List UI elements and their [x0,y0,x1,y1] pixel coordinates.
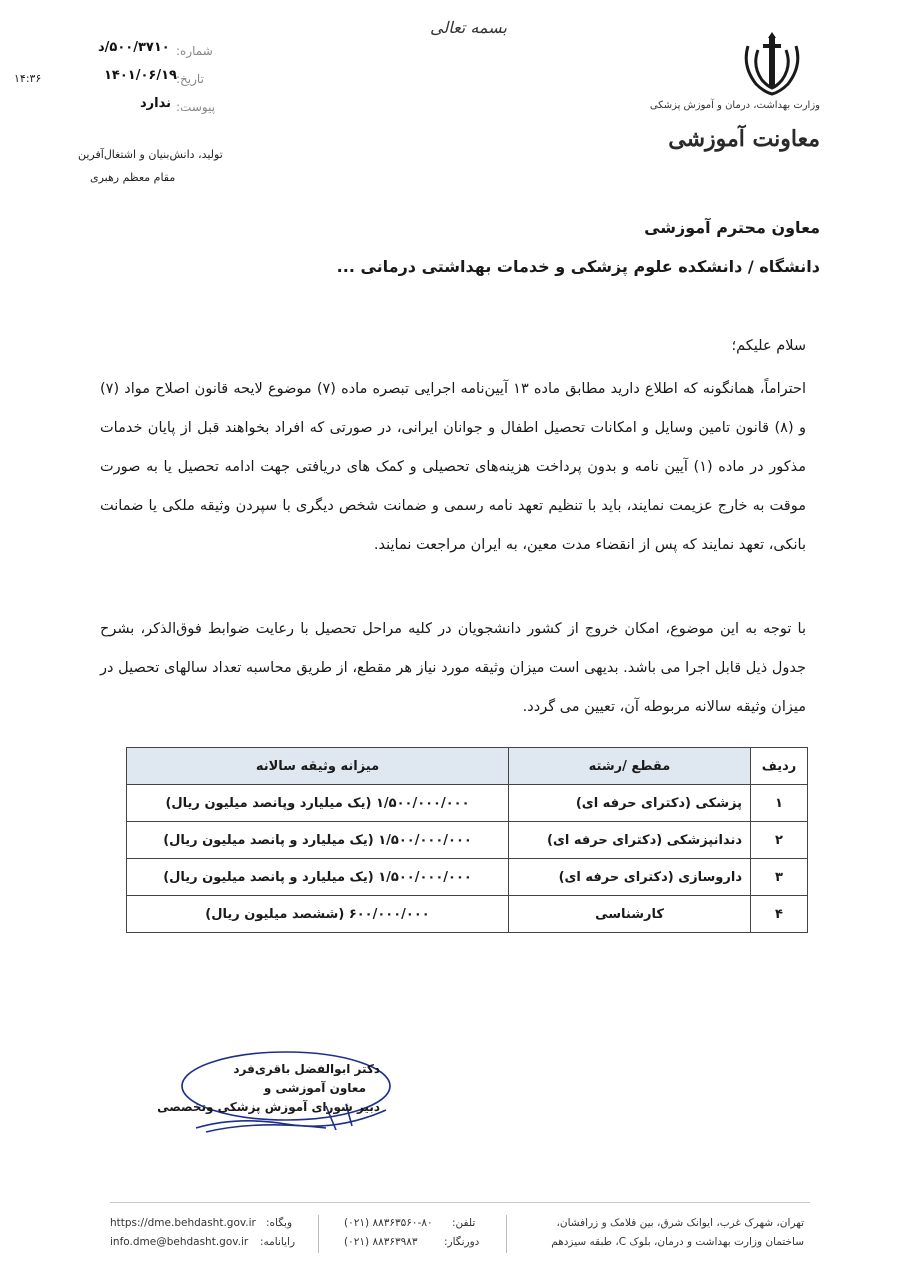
row-amount: ۶۰۰/۰۰۰/۰۰۰ (ششصد میلیون ریال) [127,896,509,933]
row-amount: ۱/۵۰۰/۰۰۰/۰۰۰ (یک میلیارد وپانصد میلیون ریال) [127,785,509,822]
department-title: معاونت آموزشی [668,126,820,152]
date-value: ۱۴۰۱/۰۶/۱۹ [104,68,177,83]
greeting: سلام علیکم؛ [731,338,806,354]
footer-separator [506,1215,507,1253]
fax-value: (۰۲۱) ۸۸۳۶۳۹۸۳ [344,1236,418,1248]
row-amount: ۱/۵۰۰/۰۰۰/۰۰۰ (یک میلیارد و پانصد میلیون ریال) [127,822,509,859]
footer-separator [318,1215,319,1253]
website-label: وبگاه: [266,1217,293,1229]
slogan-line1: تولید، دانش‌بنیان و اشتغال‌آفرین [78,148,223,161]
row-field: پزشکی (دکترای حرفه ای) [509,785,751,822]
phone-label: تلفن: [452,1217,476,1229]
row-index: ۴ [751,896,808,933]
basmala: بسمه تعالی [430,18,507,37]
email-link[interactable]: info.dme@behdasht.gov.ir [110,1236,249,1248]
attachment-label: پیوست: [176,100,216,114]
row-field: دندانپزشکی (دکترای حرفه ای) [509,822,751,859]
footer-address-2: ساختمان وزارت بهداشت و درمان، بلوک C، طبقه سیزدهم [551,1236,804,1248]
ministry-name: وزارت بهداشت، درمان و آموزش پزشکی [649,100,820,111]
table-row [127,785,808,822]
time-stamp: ۱۴:۳۶ [14,72,42,85]
number-label: شماره: [176,44,213,58]
phone-value: (۰۲۱) ۸۸۳۶۳۵۶۰-۸۰ [344,1217,433,1229]
table-header-row [127,748,808,785]
header-amount: میزانه وثیقه سالانه [127,748,509,785]
body-paragraph-1: احتراماً، همانگونه که اطلاع دارید مطابق ماده ۱۳ آیین‌نامه اجرایی تبصره ماده (۷) موضوع لایحه قانون اصلاح مواد (۷) و (۸) قانون تامین وسایل و امکانات تحصیل اطفال و جوانان ایرانی، در صورتی که افراد بخواهند قبل از پایان خدمات مذکور در ماده (۱) آیین نامه و بدون پرداخت هزینه‌های تحصیلی و کمک های دریافتی جهت ادامه تحصیل یا به صورت موقت به خارج عزیمت نمایند، باید با تنظیم تعهد نامه رسمی و ضمانت شخص دیگری با سپردن وثیقه ملکی یا ضمانت بانکی، تعهد نمایند که پس از انقضاء مدت معین، به ایران مراجعت نمایند. [100,381,806,553]
signature-block [157,1060,380,1117]
signatory-title-2: دبیر شورای آموزش پزشکی وتخصصی [157,1100,380,1114]
email-label: رایانامه: [260,1236,296,1248]
date-label: تاریخ: [176,72,204,86]
body-paragraph-2: با توجه به این موضوع، امکان خروج از کشور دانشجویان در کلیه مراحل تحصیل با رعایت ضوابط فوق‌الذکر، بشرح جدول ذیل قابل اجرا می باشد. بدیهی است میزان وثیقه مورد نیاز هر مقطع، از طریق محاسبه تعداد سالهای تحصیل در میزان وثیقه سالانه مربوطه آن، تعیین می گردد. [100,621,806,715]
table-row [127,822,808,859]
signatory-name: دکتر ابوالفضل باقری‌فرد [233,1062,380,1076]
row-index: ۱ [751,785,808,822]
header-index: ردیف [751,748,808,785]
row-index: ۳ [751,859,808,896]
signatory-title-1: معاون آموزشی و [263,1081,366,1095]
table-row [127,859,808,896]
attachment-value: ندارد [140,96,172,111]
number-value: ۵۰۰/۳۷۱۰/د [98,40,170,55]
row-index: ۲ [751,822,808,859]
recipient-title: معاون محترم آموزشی [644,218,820,237]
fax-label: دورنگار: [444,1236,480,1248]
header-field: مقطع /رشته [509,748,751,785]
website-link[interactable]: https://dme.behdasht.gov.ir [110,1217,256,1229]
iran-emblem-icon [736,28,808,98]
row-field: داروسازی (دکترای حرفه ای) [509,859,751,896]
slogan-line2: مقام معظم رهبری [90,171,176,184]
footer-divider [110,1202,810,1203]
table-row [127,896,808,933]
guarantee-table [126,747,808,933]
footer-address-1: تهران، شهرک غرب، ایوانک شرق، بین فلامک و زرافشان، [556,1217,804,1229]
row-field: کارشناسی [509,896,751,933]
row-amount: ۱/۵۰۰/۰۰۰/۰۰۰ (یک میلیارد و پانصد میلیون ریال) [127,859,509,896]
recipient-institution: دانشگاه / دانشکده علوم پزشکی و خدمات بهداشتی درمانی ... [336,257,820,276]
